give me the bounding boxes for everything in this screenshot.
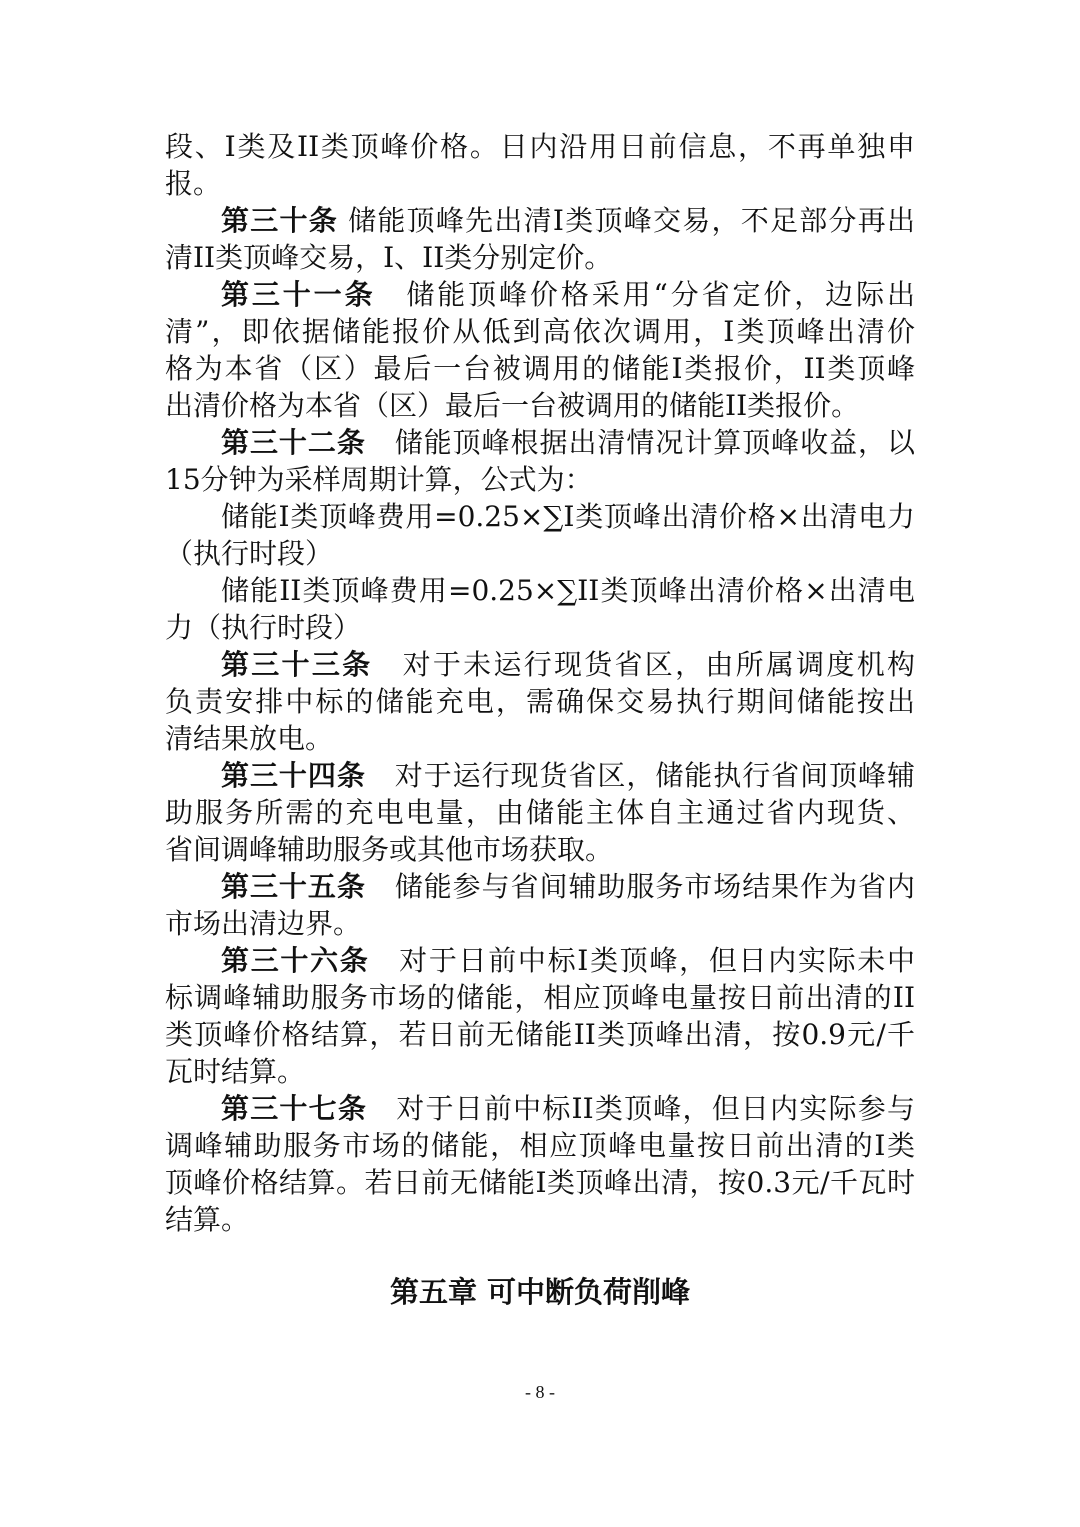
text-fragment: 对于日前中标II类顶峰，但日内实际参与	[367, 1092, 915, 1125]
text-line: 负责安排中标的储能充电，需确保交易执行期间储能按出	[165, 685, 915, 718]
document-body	[165, 128, 915, 1238]
article-number: 第三十条	[221, 204, 339, 237]
formula-line: 储能II类顶峰费用=0.25×∑II类顶峰出清价格×出清电	[221, 574, 915, 607]
formula-line: 储能I类顶峰费用=0.25×∑I类顶峰出清价格×出清电力	[221, 500, 915, 533]
text-fragment: 储能顶峰根据出清情况计算顶峰收益，以	[365, 426, 915, 459]
article-number: 第三十三条	[221, 648, 373, 681]
article-37-first-line	[165, 1090, 915, 1127]
text-fragment: 对于未运行现货省区，由所属调度机构	[372, 648, 915, 681]
text-fragment: 对于日前中标I类顶峰，但日内实际未中	[369, 944, 915, 977]
text-line: 清结果放电。	[165, 722, 334, 755]
page-number: - 8 -	[525, 1382, 555, 1402]
article-number: 第三十四条	[221, 759, 366, 792]
article-34-first-line	[165, 757, 915, 794]
article-number: 第三十五条	[221, 870, 366, 903]
text-fragment: 储能参与省间辅助服务市场结果作为省内	[365, 870, 915, 903]
article-36-first-line	[165, 942, 915, 979]
article-31-first-line	[165, 276, 915, 313]
text-line: 出清价格为本省（区）最后一台被调用的储能II类报价。	[165, 389, 860, 422]
article-number: 第三十六条	[221, 944, 370, 977]
text-line: 力（执行时段）	[165, 611, 362, 644]
text-fragment: 储能顶峰先出清I类顶峰交易，不足部分再出	[338, 204, 915, 237]
text-line: 顶峰价格结算。若日前无储能I类顶峰出清，按0.3元/千瓦时	[165, 1166, 915, 1199]
chapter-heading: 第五章 可中断负荷削峰	[389, 1275, 691, 1309]
article-35-first-line	[165, 868, 915, 905]
text-line: 瓦时结算。	[165, 1055, 306, 1088]
text-line: 市场出清边界。	[165, 907, 362, 940]
article-32-first-line	[165, 424, 915, 461]
text-line: （执行时段）	[165, 537, 334, 570]
text-fragment: 储能顶峰价格采用“分省定价，边际出	[375, 278, 915, 311]
article-number: 第三十二条	[221, 426, 366, 459]
article-number: 第三十七条	[221, 1092, 368, 1125]
text-line: 标调峰辅助服务市场的储能，相应顶峰电量按日前出清的II	[165, 981, 915, 1014]
text-line: 省间调峰辅助服务或其他市场获取。	[165, 833, 614, 866]
text-fragment: 对于运行现货省区，储能执行省间顶峰辅	[365, 759, 915, 792]
article-30-first-line	[165, 202, 915, 239]
text-line: 类顶峰价格结算，若日前无储能II类顶峰出清，按0.9元/千	[165, 1018, 915, 1051]
text-line: 清”，即依据储能报价从低到高依次调用，I类顶峰出清价	[165, 315, 915, 348]
article-number: 第三十一条	[221, 278, 376, 311]
text-line: 清II类顶峰交易，I、II类分别定价。	[165, 241, 613, 274]
text-line: 结算。	[165, 1203, 250, 1236]
article-33-first-line	[165, 646, 915, 683]
text-line: 报。	[165, 167, 222, 200]
text-line: 15分钟为采样周期计算，公式为：	[165, 463, 593, 496]
text-line: 段、I类及II类顶峰价格。日内沿用日前信息，不再单独申	[165, 130, 915, 163]
text-line: 助服务所需的充电电量，由储能主体自主通过省内现货、	[165, 796, 915, 829]
text-line: 调峰辅助服务市场的储能，相应顶峰电量按日前出清的I类	[165, 1129, 915, 1162]
text-line: 格为本省（区）最后一台被调用的储能I类报价，II类顶峰	[165, 352, 915, 385]
